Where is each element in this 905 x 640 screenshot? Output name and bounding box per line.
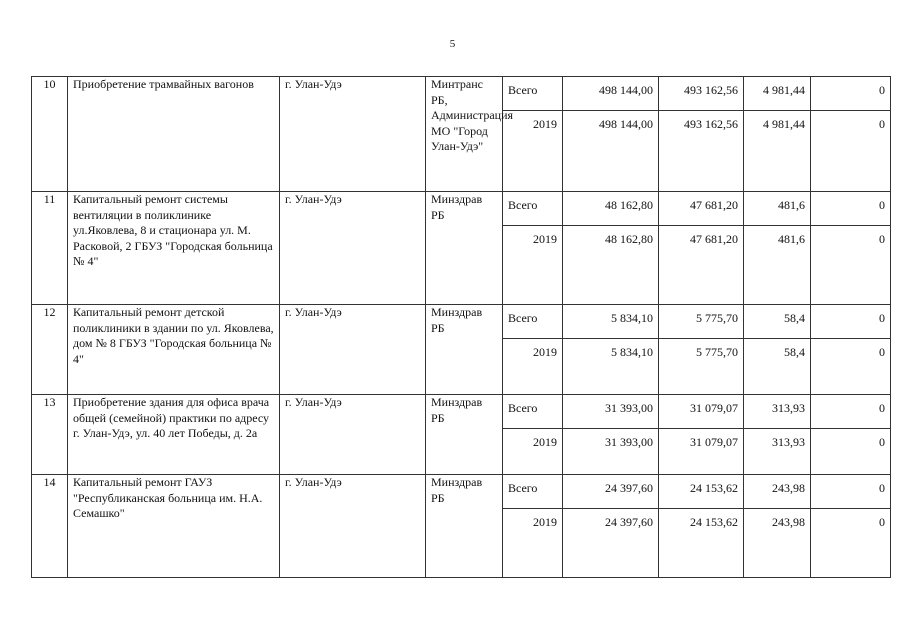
regional-amount: 481,6	[744, 192, 811, 226]
year-total-amount: 31 393,00	[563, 429, 659, 475]
federal-amount: 47 681,20	[659, 192, 744, 226]
regional-amount: 313,93	[744, 395, 811, 429]
year-total-amount: 48 162,80	[563, 226, 659, 305]
total-label: Всего	[503, 395, 563, 429]
federal-amount: 31 079,07	[659, 395, 744, 429]
year-regional-amount: 313,93	[744, 429, 811, 475]
year-federal-amount: 24 153,62	[659, 509, 744, 578]
year-label: 2019	[503, 509, 563, 578]
total-amount: 31 393,00	[563, 395, 659, 429]
year-label: 2019	[503, 429, 563, 475]
total-label: Всего	[503, 77, 563, 111]
local-amount: 0	[811, 305, 891, 339]
table-row	[32, 305, 891, 339]
year-local-amount: 0	[811, 339, 891, 395]
local-amount: 0	[811, 192, 891, 226]
year-total-amount: 24 397,60	[563, 509, 659, 578]
federal-amount: 493 162,56	[659, 77, 744, 111]
year-label: 2019	[503, 339, 563, 395]
total-amount: 48 162,80	[563, 192, 659, 226]
row-number: 10	[32, 77, 68, 192]
project-name: Капитальный ремонт системы вентиляции в поликлинике ул.Яковлева, 8 и стационара ул. М. Расковой, 2 ГБУЗ "Городская больница № 4"	[68, 192, 280, 305]
year-federal-amount: 5 775,70	[659, 339, 744, 395]
regional-amount: 4 981,44	[744, 77, 811, 111]
total-amount: 498 144,00	[563, 77, 659, 111]
year-local-amount: 0	[811, 429, 891, 475]
project-name: Капитальный ремонт детской поликлиники в здании по ул. Яковлева, дом № 8 ГБУЗ "Городская больница № 4"	[68, 305, 280, 395]
row-number: 13	[32, 395, 68, 475]
responsible-agency: Минздрав РБ	[426, 475, 503, 578]
year-total-amount: 5 834,10	[563, 339, 659, 395]
year-federal-amount: 47 681,20	[659, 226, 744, 305]
total-amount: 24 397,60	[563, 475, 659, 509]
responsible-agency: Минздрав РБ	[426, 192, 503, 305]
year-federal-amount: 31 079,07	[659, 429, 744, 475]
total-label: Всего	[503, 475, 563, 509]
total-label: Всего	[503, 192, 563, 226]
row-number: 11	[32, 192, 68, 305]
location: г. Улан-Удэ	[280, 77, 426, 192]
table-row	[32, 192, 891, 226]
year-total-amount: 498 144,00	[563, 111, 659, 192]
year-local-amount: 0	[811, 509, 891, 578]
table-row	[32, 475, 891, 509]
total-amount: 5 834,10	[563, 305, 659, 339]
local-amount: 0	[811, 77, 891, 111]
year-regional-amount: 4 981,44	[744, 111, 811, 192]
project-name: Капитальный ремонт ГАУЗ "Республиканская больница им. Н.А. Семашко"	[68, 475, 280, 578]
responsible-agency: Минтранс РБ, Администрация МО "Город Улан-Удэ"	[426, 77, 503, 192]
row-number: 12	[32, 305, 68, 395]
program-table	[31, 76, 891, 578]
project-name: Приобретение здания для офиса врача общей (семейной) практики по адресу г. Улан-Удэ, ул. 40 лет Победы, д. 2а	[68, 395, 280, 475]
location: г. Улан-Удэ	[280, 305, 426, 395]
year-label: 2019	[503, 226, 563, 305]
year-regional-amount: 481,6	[744, 226, 811, 305]
total-label: Всего	[503, 305, 563, 339]
table-row	[32, 77, 891, 111]
year-local-amount: 0	[811, 111, 891, 192]
year-federal-amount: 493 162,56	[659, 111, 744, 192]
regional-amount: 58,4	[744, 305, 811, 339]
federal-amount: 24 153,62	[659, 475, 744, 509]
local-amount: 0	[811, 395, 891, 429]
year-label: 2019	[503, 111, 563, 192]
responsible-agency: Минздрав РБ	[426, 305, 503, 395]
federal-amount: 5 775,70	[659, 305, 744, 339]
page-number: 5	[449, 38, 456, 50]
year-regional-amount: 243,98	[744, 509, 811, 578]
year-local-amount: 0	[811, 226, 891, 305]
location: г. Улан-Удэ	[280, 192, 426, 305]
responsible-agency: Минздрав РБ	[426, 395, 503, 475]
location: г. Улан-Удэ	[280, 395, 426, 475]
year-regional-amount: 58,4	[744, 339, 811, 395]
project-name: Приобретение трамвайных вагонов	[68, 77, 280, 192]
table-row	[32, 395, 891, 429]
row-number: 14	[32, 475, 68, 578]
regional-amount: 243,98	[744, 475, 811, 509]
location: г. Улан-Удэ	[280, 475, 426, 578]
local-amount: 0	[811, 475, 891, 509]
